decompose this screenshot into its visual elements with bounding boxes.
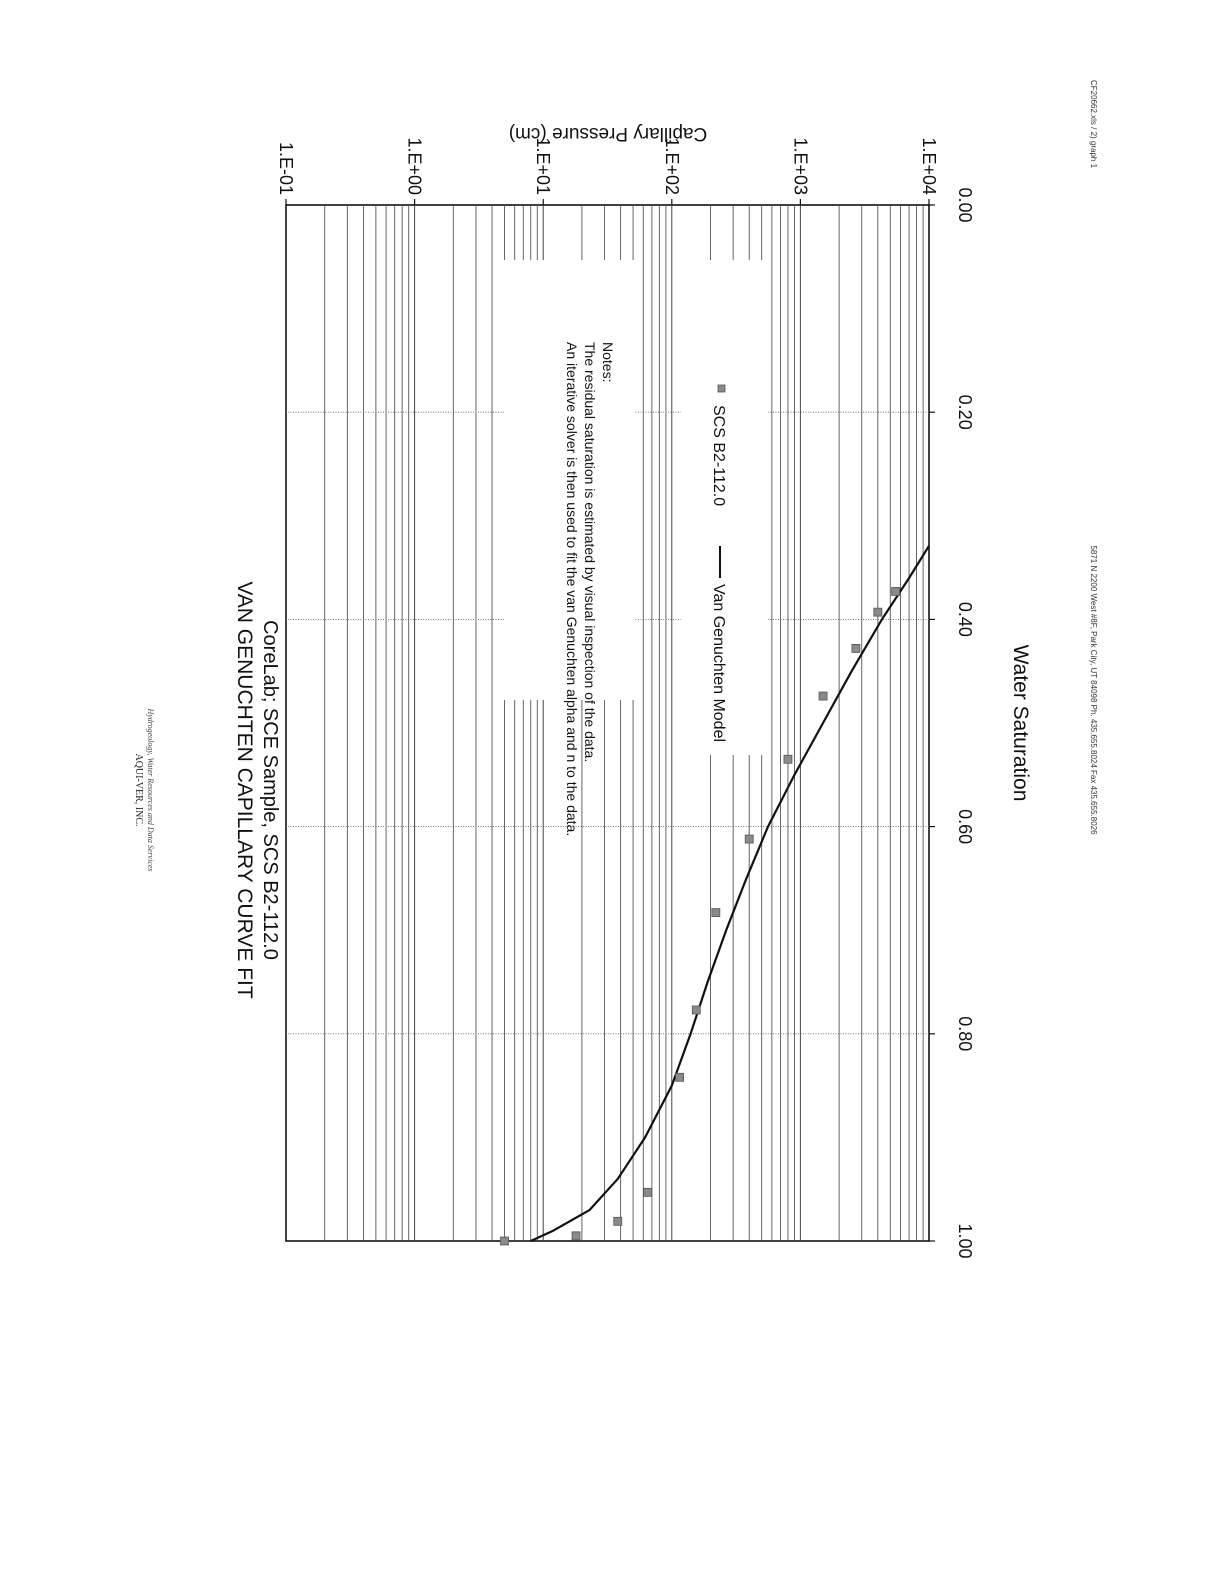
legend-marker-scs-b2-112-0 [718,385,725,392]
x-axis-ticks [929,187,975,1258]
data-point [692,1006,700,1014]
data-point [745,835,753,843]
company-name: AQUI-VER, INC. [133,753,144,827]
footer-address: 5871 N 2200 West #8F, Park City, UT 84098 Ph. 435.655.8024 Fax 435.655.8026 [1089,545,1098,835]
x-tick-label: 0.60 [955,809,975,845]
x-axis-label: Water Saturation [1009,644,1032,802]
y-tick-label: 1.E-01 [276,141,296,195]
data-point [500,1237,508,1245]
legend-label-van-genuchten: Van Genuchten Model [710,584,727,743]
data-point [614,1217,622,1225]
y-tick-label: 1.E+02 [661,137,682,195]
y-tick-label: 1.E+03 [790,137,811,195]
y-tick-label: 1.E+00 [404,137,425,195]
data-point [892,587,900,595]
data-point [819,692,827,700]
y-axis-ticks [276,137,939,205]
x-tick-label: 0.80 [955,1016,975,1052]
x-tick-label: 1.00 [955,1223,975,1259]
data-point [852,644,860,652]
x-tick-label: 0.20 [955,394,975,430]
data-point [644,1188,652,1196]
x-tick-label: 0.00 [955,187,975,223]
file-reference: CF20662.xls / 2) graph 1 [1089,80,1098,169]
y-tick-label: 1.E+01 [533,137,554,195]
y-axis-label: Capillary Pressure (cm) [508,123,708,144]
plot-area [276,137,975,1258]
notes-line-2: An iterative solver is then used to fit the van Genuchten alpha and n to the data. [564,342,580,837]
data-point [712,909,720,917]
chart-title: VAN GENUCHTEN CAPILLARY CURVE FIT [233,581,256,999]
data-point [676,1073,684,1081]
x-tick-label: 0.40 [955,601,975,637]
chart-subtitle: CoreLab; SCE Sample, SCS B2-112.0 [259,620,281,960]
notes-heading: Notes: [600,342,616,383]
legend-label-scs-b2-112-0: SCS B2-112.0 [710,405,727,507]
company-tagline: Hydrogeology, Water Resources and Data Services [146,708,155,872]
data-point [572,1232,580,1240]
y-tick-label: 1.E+04 [919,137,939,195]
data-point [784,755,792,763]
data-point [874,608,882,616]
notes-line-1: The residual saturation is estimated by visual inspection of the data. [582,342,598,763]
